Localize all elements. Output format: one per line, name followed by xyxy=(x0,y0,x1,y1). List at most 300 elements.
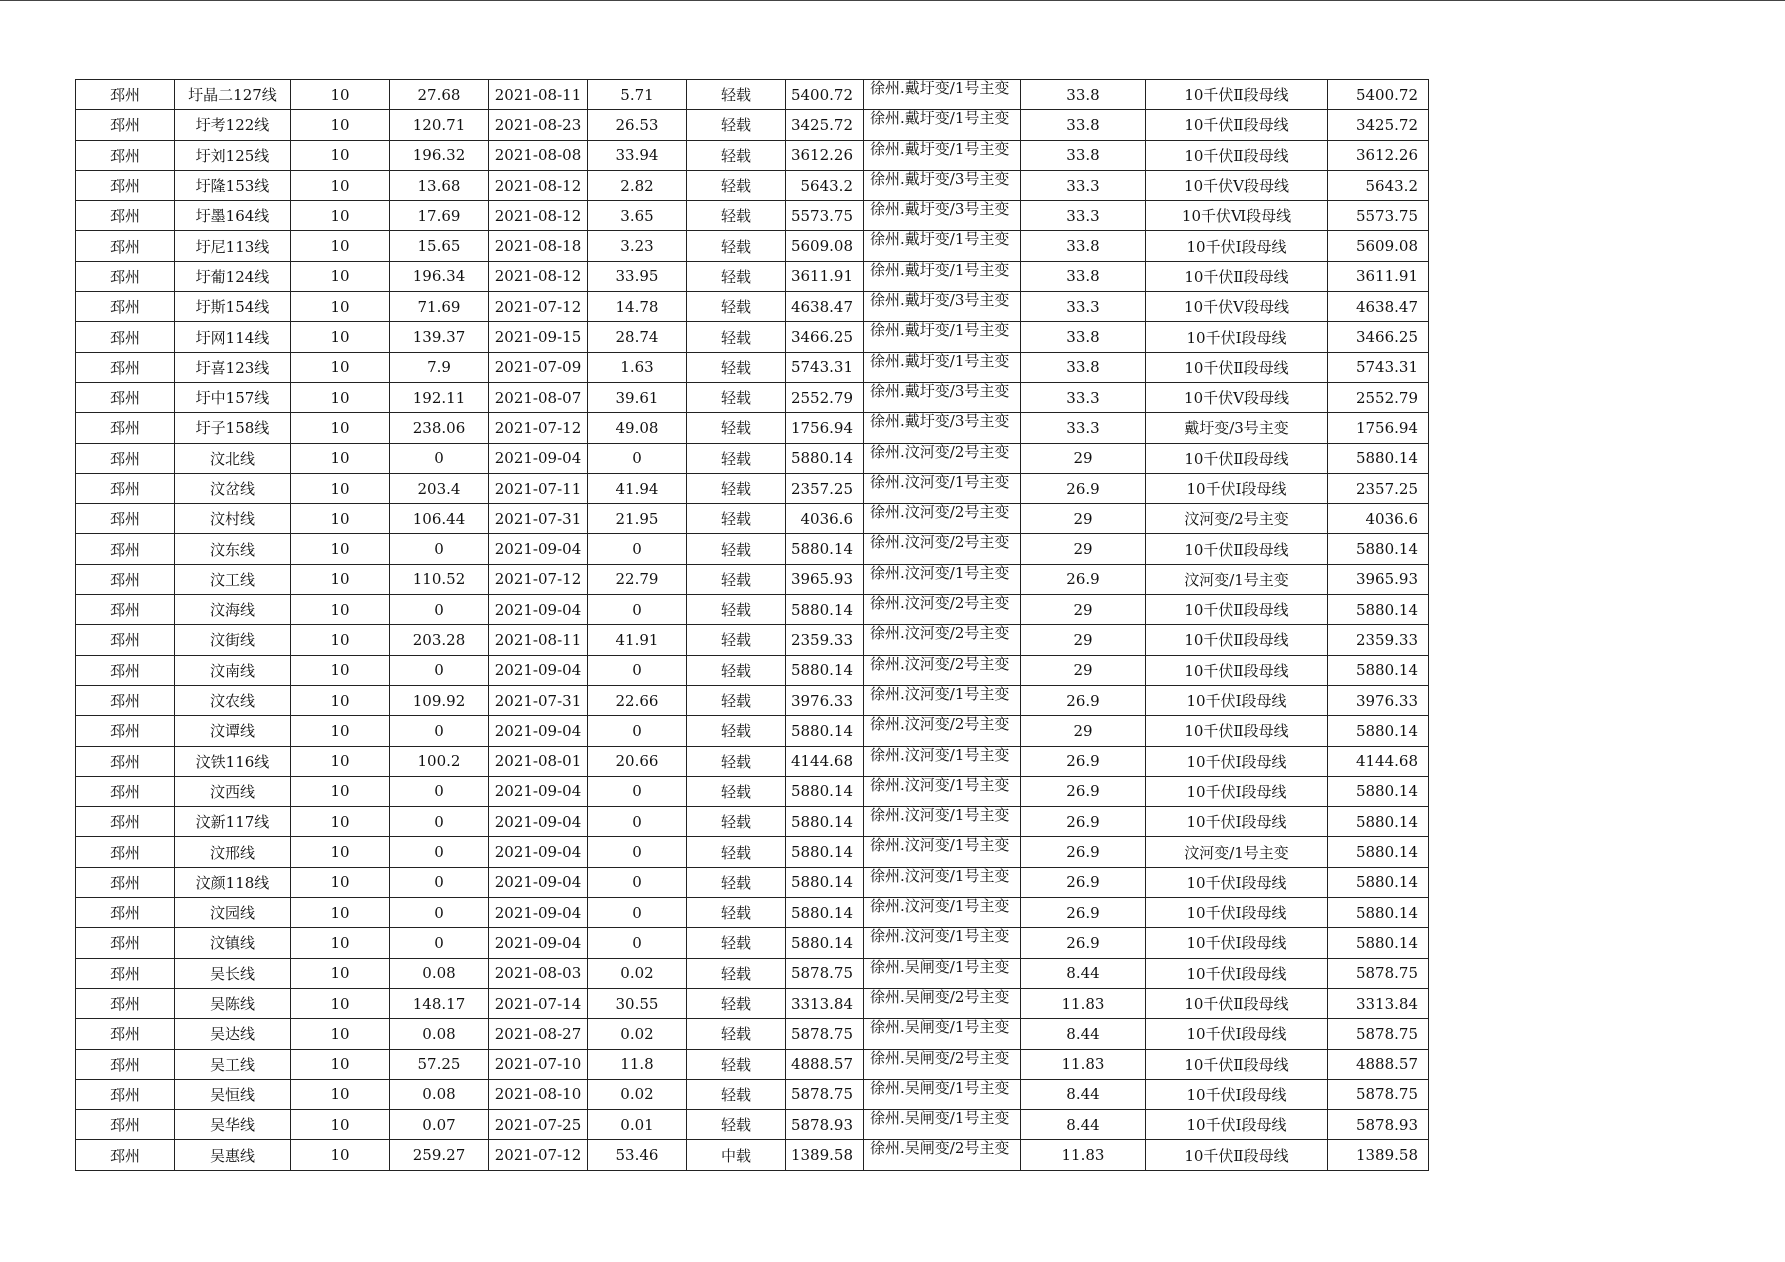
cell-bus: 10千伏Ⅰ段母线 xyxy=(1146,776,1328,806)
table-row xyxy=(76,80,1429,110)
substation-text: 徐州.汶河变/2号主变 xyxy=(870,443,1010,461)
cell-region: 邳州 xyxy=(76,625,175,655)
cell-load-status: 轻载 xyxy=(687,443,786,473)
cell-current-a: 148.17 xyxy=(390,988,489,1018)
cell-date: 2021-08-12 xyxy=(489,201,588,231)
cell-current-a: 0 xyxy=(390,776,489,806)
cell-available-capacity: 5880.14 xyxy=(786,716,864,746)
cell-date: 2021-08-03 xyxy=(489,958,588,988)
cell-load-status: 轻载 xyxy=(687,1049,786,1079)
cell-available-capacity: 5880.14 xyxy=(786,595,864,625)
cell-load-rate-pct: 26.53 xyxy=(588,110,687,140)
cell-current-a: 0.08 xyxy=(390,1079,489,1109)
cell-load-rate-pct: 11.8 xyxy=(588,1049,687,1079)
cell-voltage-kv: 10 xyxy=(291,443,390,473)
cell-current-a: 109.92 xyxy=(390,685,489,715)
cell-current-a: 203.28 xyxy=(390,625,489,655)
cell-load-status: 轻载 xyxy=(687,504,786,534)
cell-date: 2021-08-10 xyxy=(489,1079,588,1109)
cell-load-rate-pct: 33.94 xyxy=(588,140,687,170)
cell-load-status: 轻载 xyxy=(687,170,786,200)
cell-date: 2021-08-08 xyxy=(489,140,588,170)
cell-region: 邳州 xyxy=(76,1110,175,1140)
cell-available-capacity: 5880.14 xyxy=(786,534,864,564)
table-row xyxy=(76,867,1429,897)
cell-voltage-kv: 10 xyxy=(291,898,390,928)
cell-line-name: 汶岔线 xyxy=(175,473,291,503)
cell-available-capacity: 4036.6 xyxy=(786,504,864,534)
cell-substation xyxy=(864,322,1021,352)
cell-region: 邳州 xyxy=(76,201,175,231)
cell-bus-available-capacity: 5880.14 xyxy=(1328,867,1429,897)
cell-region: 邳州 xyxy=(76,80,175,110)
cell-bus: 10千伏Ⅱ段母线 xyxy=(1146,443,1328,473)
cell-load-rate-pct: 0.02 xyxy=(588,1019,687,1049)
table-row xyxy=(76,1110,1429,1140)
cell-line-name: 汶农线 xyxy=(175,685,291,715)
cell-load-rate-pct: 20.66 xyxy=(588,746,687,776)
cell-load-rate-pct: 28.74 xyxy=(588,322,687,352)
cell-main-transformer-load: 8.44 xyxy=(1021,1019,1146,1049)
table-row xyxy=(76,170,1429,200)
cell-available-capacity: 3976.33 xyxy=(786,685,864,715)
cell-bus: 戴圩变/3号主变 xyxy=(1146,413,1328,443)
cell-load-rate-pct: 0.01 xyxy=(588,1110,687,1140)
cell-available-capacity: 5880.14 xyxy=(786,867,864,897)
cell-substation xyxy=(864,80,1021,110)
cell-load-status: 轻载 xyxy=(687,928,786,958)
cell-line-name: 吴华线 xyxy=(175,1110,291,1140)
cell-main-transformer-load: 11.83 xyxy=(1021,1049,1146,1079)
cell-available-capacity: 3612.26 xyxy=(786,140,864,170)
table-row xyxy=(76,231,1429,261)
substation-text: 徐州.戴圩变/3号主变 xyxy=(870,413,1010,431)
table-row xyxy=(76,110,1429,140)
cell-line-name: 圩中157线 xyxy=(175,382,291,412)
cell-load-status: 轻载 xyxy=(687,80,786,110)
cell-bus-available-capacity: 5880.14 xyxy=(1328,595,1429,625)
cell-bus: 10千伏Ⅱ段母线 xyxy=(1146,140,1328,170)
cell-bus-available-capacity: 5880.14 xyxy=(1328,655,1429,685)
cell-available-capacity: 1756.94 xyxy=(786,413,864,443)
cell-load-rate-pct: 0 xyxy=(588,928,687,958)
cell-main-transformer-load: 26.9 xyxy=(1021,564,1146,594)
cell-date: 2021-08-07 xyxy=(489,382,588,412)
cell-bus-available-capacity: 5400.72 xyxy=(1328,80,1429,110)
cell-voltage-kv: 10 xyxy=(291,473,390,503)
cell-substation xyxy=(864,292,1021,322)
cell-bus: 10千伏Ⅱ段母线 xyxy=(1146,595,1328,625)
cell-date: 2021-08-12 xyxy=(489,170,588,200)
cell-main-transformer-load: 33.3 xyxy=(1021,292,1146,322)
cell-bus: 汶河变/1号主变 xyxy=(1146,837,1328,867)
cell-date: 2021-07-11 xyxy=(489,473,588,503)
substation-text: 徐州.汶河变/2号主变 xyxy=(870,625,1010,643)
cell-date: 2021-09-04 xyxy=(489,928,588,958)
table-row xyxy=(76,685,1429,715)
cell-load-rate-pct: 0 xyxy=(588,776,687,806)
cell-date: 2021-07-12 xyxy=(489,292,588,322)
cell-current-a: 0 xyxy=(390,534,489,564)
cell-bus: 10千伏Ⅱ段母线 xyxy=(1146,655,1328,685)
cell-line-name: 圩隆153线 xyxy=(175,170,291,200)
cell-available-capacity: 5880.14 xyxy=(786,928,864,958)
cell-main-transformer-load: 26.9 xyxy=(1021,928,1146,958)
cell-bus-available-capacity: 5880.14 xyxy=(1328,807,1429,837)
cell-substation xyxy=(864,898,1021,928)
table-row xyxy=(76,292,1429,322)
cell-region: 邳州 xyxy=(76,110,175,140)
cell-load-rate-pct: 0 xyxy=(588,595,687,625)
cell-current-a: 203.4 xyxy=(390,473,489,503)
cell-main-transformer-load: 33.3 xyxy=(1021,413,1146,443)
cell-date: 2021-09-04 xyxy=(489,534,588,564)
substation-text: 徐州.戴圩变/1号主变 xyxy=(870,231,1010,249)
cell-main-transformer-load: 11.83 xyxy=(1021,1140,1146,1170)
cell-substation xyxy=(864,231,1021,261)
cell-voltage-kv: 10 xyxy=(291,261,390,291)
cell-load-rate-pct: 21.95 xyxy=(588,504,687,534)
cell-bus-available-capacity: 5880.14 xyxy=(1328,716,1429,746)
cell-load-status: 轻载 xyxy=(687,958,786,988)
cell-main-transformer-load: 8.44 xyxy=(1021,1079,1146,1109)
cell-line-name: 汶新117线 xyxy=(175,807,291,837)
cell-bus: 10千伏Ⅰ段母线 xyxy=(1146,473,1328,503)
cell-line-name: 吴工线 xyxy=(175,1049,291,1079)
table-row xyxy=(76,322,1429,352)
cell-main-transformer-load: 29 xyxy=(1021,655,1146,685)
page-top-rule xyxy=(0,0,1785,1)
cell-voltage-kv: 10 xyxy=(291,564,390,594)
cell-load-status: 轻载 xyxy=(687,1019,786,1049)
cell-available-capacity: 5878.75 xyxy=(786,1019,864,1049)
cell-load-status: 轻载 xyxy=(687,988,786,1018)
cell-line-name: 汶镇线 xyxy=(175,928,291,958)
cell-region: 邳州 xyxy=(76,322,175,352)
cell-current-a: 0 xyxy=(390,837,489,867)
substation-text: 徐州.戴圩变/3号主变 xyxy=(870,382,1010,400)
table-row xyxy=(76,928,1429,958)
cell-current-a: 0.07 xyxy=(390,1110,489,1140)
cell-load-rate-pct: 0 xyxy=(588,716,687,746)
cell-substation xyxy=(864,625,1021,655)
cell-line-name: 汶北线 xyxy=(175,443,291,473)
cell-bus-available-capacity: 5878.75 xyxy=(1328,1079,1429,1109)
cell-load-status: 轻载 xyxy=(687,1110,786,1140)
cell-region: 邳州 xyxy=(76,413,175,443)
cell-substation xyxy=(864,1140,1021,1170)
cell-main-transformer-load: 29 xyxy=(1021,625,1146,655)
table-row xyxy=(76,958,1429,988)
cell-load-status: 轻载 xyxy=(687,716,786,746)
table-row xyxy=(76,352,1429,382)
cell-bus: 10千伏Ⅱ段母线 xyxy=(1146,352,1328,382)
cell-region: 邳州 xyxy=(76,746,175,776)
cell-line-name: 汶园线 xyxy=(175,898,291,928)
cell-voltage-kv: 10 xyxy=(291,1140,390,1170)
cell-line-name: 圩斯154线 xyxy=(175,292,291,322)
cell-main-transformer-load: 33.8 xyxy=(1021,110,1146,140)
cell-available-capacity: 4638.47 xyxy=(786,292,864,322)
substation-text: 徐州.汶河变/1号主变 xyxy=(870,473,1010,491)
cell-bus-available-capacity: 3976.33 xyxy=(1328,685,1429,715)
cell-current-a: 57.25 xyxy=(390,1049,489,1079)
cell-load-status: 轻载 xyxy=(687,776,786,806)
cell-load-status: 轻载 xyxy=(687,867,786,897)
cell-date: 2021-07-09 xyxy=(489,352,588,382)
cell-available-capacity: 5878.75 xyxy=(786,958,864,988)
cell-load-rate-pct: 3.23 xyxy=(588,231,687,261)
cell-substation xyxy=(864,1110,1021,1140)
cell-load-rate-pct: 39.61 xyxy=(588,382,687,412)
cell-load-rate-pct: 3.65 xyxy=(588,201,687,231)
cell-load-status: 轻载 xyxy=(687,261,786,291)
cell-available-capacity: 5400.72 xyxy=(786,80,864,110)
cell-load-status: 轻载 xyxy=(687,322,786,352)
cell-region: 邳州 xyxy=(76,898,175,928)
cell-line-name: 圩晶二127线 xyxy=(175,80,291,110)
cell-load-rate-pct: 0 xyxy=(588,898,687,928)
cell-date: 2021-07-31 xyxy=(489,685,588,715)
cell-main-transformer-load: 26.9 xyxy=(1021,746,1146,776)
cell-bus-available-capacity: 2359.33 xyxy=(1328,625,1429,655)
cell-substation xyxy=(864,867,1021,897)
cell-voltage-kv: 10 xyxy=(291,352,390,382)
cell-load-rate-pct: 1.63 xyxy=(588,352,687,382)
cell-main-transformer-load: 33.8 xyxy=(1021,352,1146,382)
substation-text: 徐州.汶河变/1号主变 xyxy=(870,928,1010,946)
cell-load-rate-pct: 33.95 xyxy=(588,261,687,291)
cell-bus-available-capacity: 5878.75 xyxy=(1328,958,1429,988)
cell-available-capacity: 3313.84 xyxy=(786,988,864,1018)
cell-bus-available-capacity: 3965.93 xyxy=(1328,564,1429,594)
cell-substation xyxy=(864,1049,1021,1079)
cell-current-a: 0 xyxy=(390,443,489,473)
cell-bus: 10千伏Ⅱ段母线 xyxy=(1146,988,1328,1018)
cell-date: 2021-08-11 xyxy=(489,625,588,655)
table-row xyxy=(76,261,1429,291)
cell-bus: 10千伏Ⅱ段母线 xyxy=(1146,625,1328,655)
cell-load-status: 轻载 xyxy=(687,564,786,594)
cell-region: 邳州 xyxy=(76,1049,175,1079)
table-row xyxy=(76,443,1429,473)
table-row xyxy=(76,898,1429,928)
cell-bus: 10千伏Ⅵ段母线 xyxy=(1146,201,1328,231)
cell-main-transformer-load: 33.3 xyxy=(1021,201,1146,231)
cell-substation xyxy=(864,352,1021,382)
cell-load-rate-pct: 22.79 xyxy=(588,564,687,594)
cell-region: 邳州 xyxy=(76,776,175,806)
cell-available-capacity: 5878.75 xyxy=(786,1079,864,1109)
table-row xyxy=(76,625,1429,655)
cell-voltage-kv: 10 xyxy=(291,776,390,806)
substation-text: 徐州.戴圩变/1号主变 xyxy=(870,140,1010,158)
cell-current-a: 0 xyxy=(390,867,489,897)
cell-bus-available-capacity: 5880.14 xyxy=(1328,776,1429,806)
cell-current-a: 71.69 xyxy=(390,292,489,322)
cell-date: 2021-08-18 xyxy=(489,231,588,261)
cell-line-name: 吴恒线 xyxy=(175,1079,291,1109)
cell-substation xyxy=(864,413,1021,443)
cell-substation xyxy=(864,685,1021,715)
cell-current-a: 120.71 xyxy=(390,110,489,140)
cell-available-capacity: 2359.33 xyxy=(786,625,864,655)
cell-load-rate-pct: 30.55 xyxy=(588,988,687,1018)
cell-voltage-kv: 10 xyxy=(291,988,390,1018)
cell-bus-available-capacity: 4036.6 xyxy=(1328,504,1429,534)
cell-main-transformer-load: 33.3 xyxy=(1021,382,1146,412)
cell-load-rate-pct: 49.08 xyxy=(588,413,687,443)
table-row xyxy=(76,413,1429,443)
table-row xyxy=(76,776,1429,806)
substation-text: 徐州.汶河变/1号主变 xyxy=(870,685,1010,703)
cell-bus-available-capacity: 5878.75 xyxy=(1328,1019,1429,1049)
cell-date: 2021-09-04 xyxy=(489,807,588,837)
cell-bus-available-capacity: 5880.14 xyxy=(1328,837,1429,867)
cell-substation xyxy=(864,746,1021,776)
cell-main-transformer-load: 33.8 xyxy=(1021,231,1146,261)
cell-available-capacity: 3965.93 xyxy=(786,564,864,594)
cell-voltage-kv: 10 xyxy=(291,1019,390,1049)
cell-bus: 10千伏Ⅱ段母线 xyxy=(1146,716,1328,746)
cell-region: 邳州 xyxy=(76,716,175,746)
cell-date: 2021-08-11 xyxy=(489,80,588,110)
cell-region: 邳州 xyxy=(76,140,175,170)
cell-substation xyxy=(864,928,1021,958)
cell-load-status: 轻载 xyxy=(687,413,786,443)
cell-bus: 10千伏Ⅱ段母线 xyxy=(1146,110,1328,140)
cell-region: 邳州 xyxy=(76,807,175,837)
cell-load-rate-pct: 0 xyxy=(588,655,687,685)
cell-substation xyxy=(864,534,1021,564)
cell-bus: 10千伏Ⅱ段母线 xyxy=(1146,1140,1328,1170)
cell-bus: 10千伏Ⅰ段母线 xyxy=(1146,746,1328,776)
cell-bus-available-capacity: 3313.84 xyxy=(1328,988,1429,1018)
substation-text: 徐州.戴圩变/1号主变 xyxy=(870,261,1010,279)
cell-region: 邳州 xyxy=(76,685,175,715)
table-row xyxy=(76,201,1429,231)
cell-substation xyxy=(864,595,1021,625)
cell-voltage-kv: 10 xyxy=(291,928,390,958)
cell-load-status: 轻载 xyxy=(687,292,786,322)
cell-substation xyxy=(864,776,1021,806)
cell-current-a: 13.68 xyxy=(390,170,489,200)
cell-voltage-kv: 10 xyxy=(291,382,390,412)
cell-voltage-kv: 10 xyxy=(291,231,390,261)
cell-current-a: 100.2 xyxy=(390,746,489,776)
cell-bus: 10千伏Ⅴ段母线 xyxy=(1146,292,1328,322)
table-row xyxy=(76,837,1429,867)
cell-bus: 10千伏Ⅰ段母线 xyxy=(1146,958,1328,988)
cell-bus: 10千伏Ⅰ段母线 xyxy=(1146,867,1328,897)
cell-date: 2021-09-04 xyxy=(489,655,588,685)
cell-voltage-kv: 10 xyxy=(291,807,390,837)
cell-load-status: 中载 xyxy=(687,1140,786,1170)
cell-bus-available-capacity: 5880.14 xyxy=(1328,928,1429,958)
cell-load-status: 轻载 xyxy=(687,140,786,170)
cell-region: 邳州 xyxy=(76,595,175,625)
cell-line-name: 汶谭线 xyxy=(175,716,291,746)
cell-bus-available-capacity: 5880.14 xyxy=(1328,898,1429,928)
cell-bus: 10千伏Ⅰ段母线 xyxy=(1146,685,1328,715)
cell-available-capacity: 5880.14 xyxy=(786,898,864,928)
cell-bus: 10千伏Ⅱ段母线 xyxy=(1146,534,1328,564)
substation-text: 徐州.戴圩变/1号主变 xyxy=(870,322,1010,340)
substation-text: 徐州.汶河变/1号主变 xyxy=(870,564,1010,582)
cell-date: 2021-09-04 xyxy=(489,837,588,867)
cell-region: 邳州 xyxy=(76,837,175,867)
cell-load-status: 轻载 xyxy=(687,685,786,715)
cell-load-rate-pct: 41.94 xyxy=(588,473,687,503)
cell-substation xyxy=(864,382,1021,412)
cell-region: 邳州 xyxy=(76,534,175,564)
cell-date: 2021-07-31 xyxy=(489,504,588,534)
cell-current-a: 196.32 xyxy=(390,140,489,170)
cell-load-status: 轻载 xyxy=(687,534,786,564)
substation-text: 徐州.吴闸变/2号主变 xyxy=(870,1049,1010,1067)
table-row xyxy=(76,473,1429,503)
cell-line-name: 圩子158线 xyxy=(175,413,291,443)
cell-main-transformer-load: 33.8 xyxy=(1021,80,1146,110)
cell-bus: 10千伏Ⅰ段母线 xyxy=(1146,322,1328,352)
cell-main-transformer-load: 26.9 xyxy=(1021,898,1146,928)
cell-voltage-kv: 10 xyxy=(291,837,390,867)
substation-text: 徐州.吴闸变/1号主变 xyxy=(870,1019,1010,1037)
cell-line-name: 圩墨164线 xyxy=(175,201,291,231)
table-row xyxy=(76,746,1429,776)
cell-main-transformer-load: 26.9 xyxy=(1021,473,1146,503)
cell-substation xyxy=(864,473,1021,503)
cell-available-capacity: 1389.58 xyxy=(786,1140,864,1170)
cell-bus-available-capacity: 3466.25 xyxy=(1328,322,1429,352)
cell-current-a: 0 xyxy=(390,898,489,928)
cell-available-capacity: 5880.14 xyxy=(786,837,864,867)
cell-line-name: 汶村线 xyxy=(175,504,291,534)
cell-available-capacity: 5609.08 xyxy=(786,231,864,261)
cell-bus-available-capacity: 4638.47 xyxy=(1328,292,1429,322)
cell-main-transformer-load: 29 xyxy=(1021,716,1146,746)
table-row xyxy=(76,564,1429,594)
cell-load-status: 轻载 xyxy=(687,837,786,867)
cell-region: 邳州 xyxy=(76,231,175,261)
cell-date: 2021-09-04 xyxy=(489,443,588,473)
cell-voltage-kv: 10 xyxy=(291,140,390,170)
cell-bus: 10千伏Ⅴ段母线 xyxy=(1146,382,1328,412)
cell-main-transformer-load: 26.9 xyxy=(1021,807,1146,837)
cell-substation xyxy=(864,443,1021,473)
cell-substation xyxy=(864,958,1021,988)
cell-available-capacity: 3611.91 xyxy=(786,261,864,291)
cell-bus-available-capacity: 5880.14 xyxy=(1328,443,1429,473)
cell-bus-available-capacity: 5878.93 xyxy=(1328,1110,1429,1140)
substation-text: 徐州.戴圩变/3号主变 xyxy=(870,170,1010,188)
cell-available-capacity: 5573.75 xyxy=(786,201,864,231)
cell-line-name: 汶海线 xyxy=(175,595,291,625)
cell-date: 2021-08-27 xyxy=(489,1019,588,1049)
cell-main-transformer-load: 29 xyxy=(1021,595,1146,625)
cell-load-rate-pct: 0 xyxy=(588,534,687,564)
cell-bus-available-capacity: 3425.72 xyxy=(1328,110,1429,140)
cell-line-name: 吴惠线 xyxy=(175,1140,291,1170)
table-row xyxy=(76,595,1429,625)
cell-voltage-kv: 10 xyxy=(291,746,390,776)
cell-main-transformer-load: 29 xyxy=(1021,443,1146,473)
cell-date: 2021-07-10 xyxy=(489,1049,588,1079)
cell-current-a: 0 xyxy=(390,807,489,837)
cell-available-capacity: 5880.14 xyxy=(786,776,864,806)
cell-date: 2021-07-14 xyxy=(489,988,588,1018)
cell-available-capacity: 4144.68 xyxy=(786,746,864,776)
